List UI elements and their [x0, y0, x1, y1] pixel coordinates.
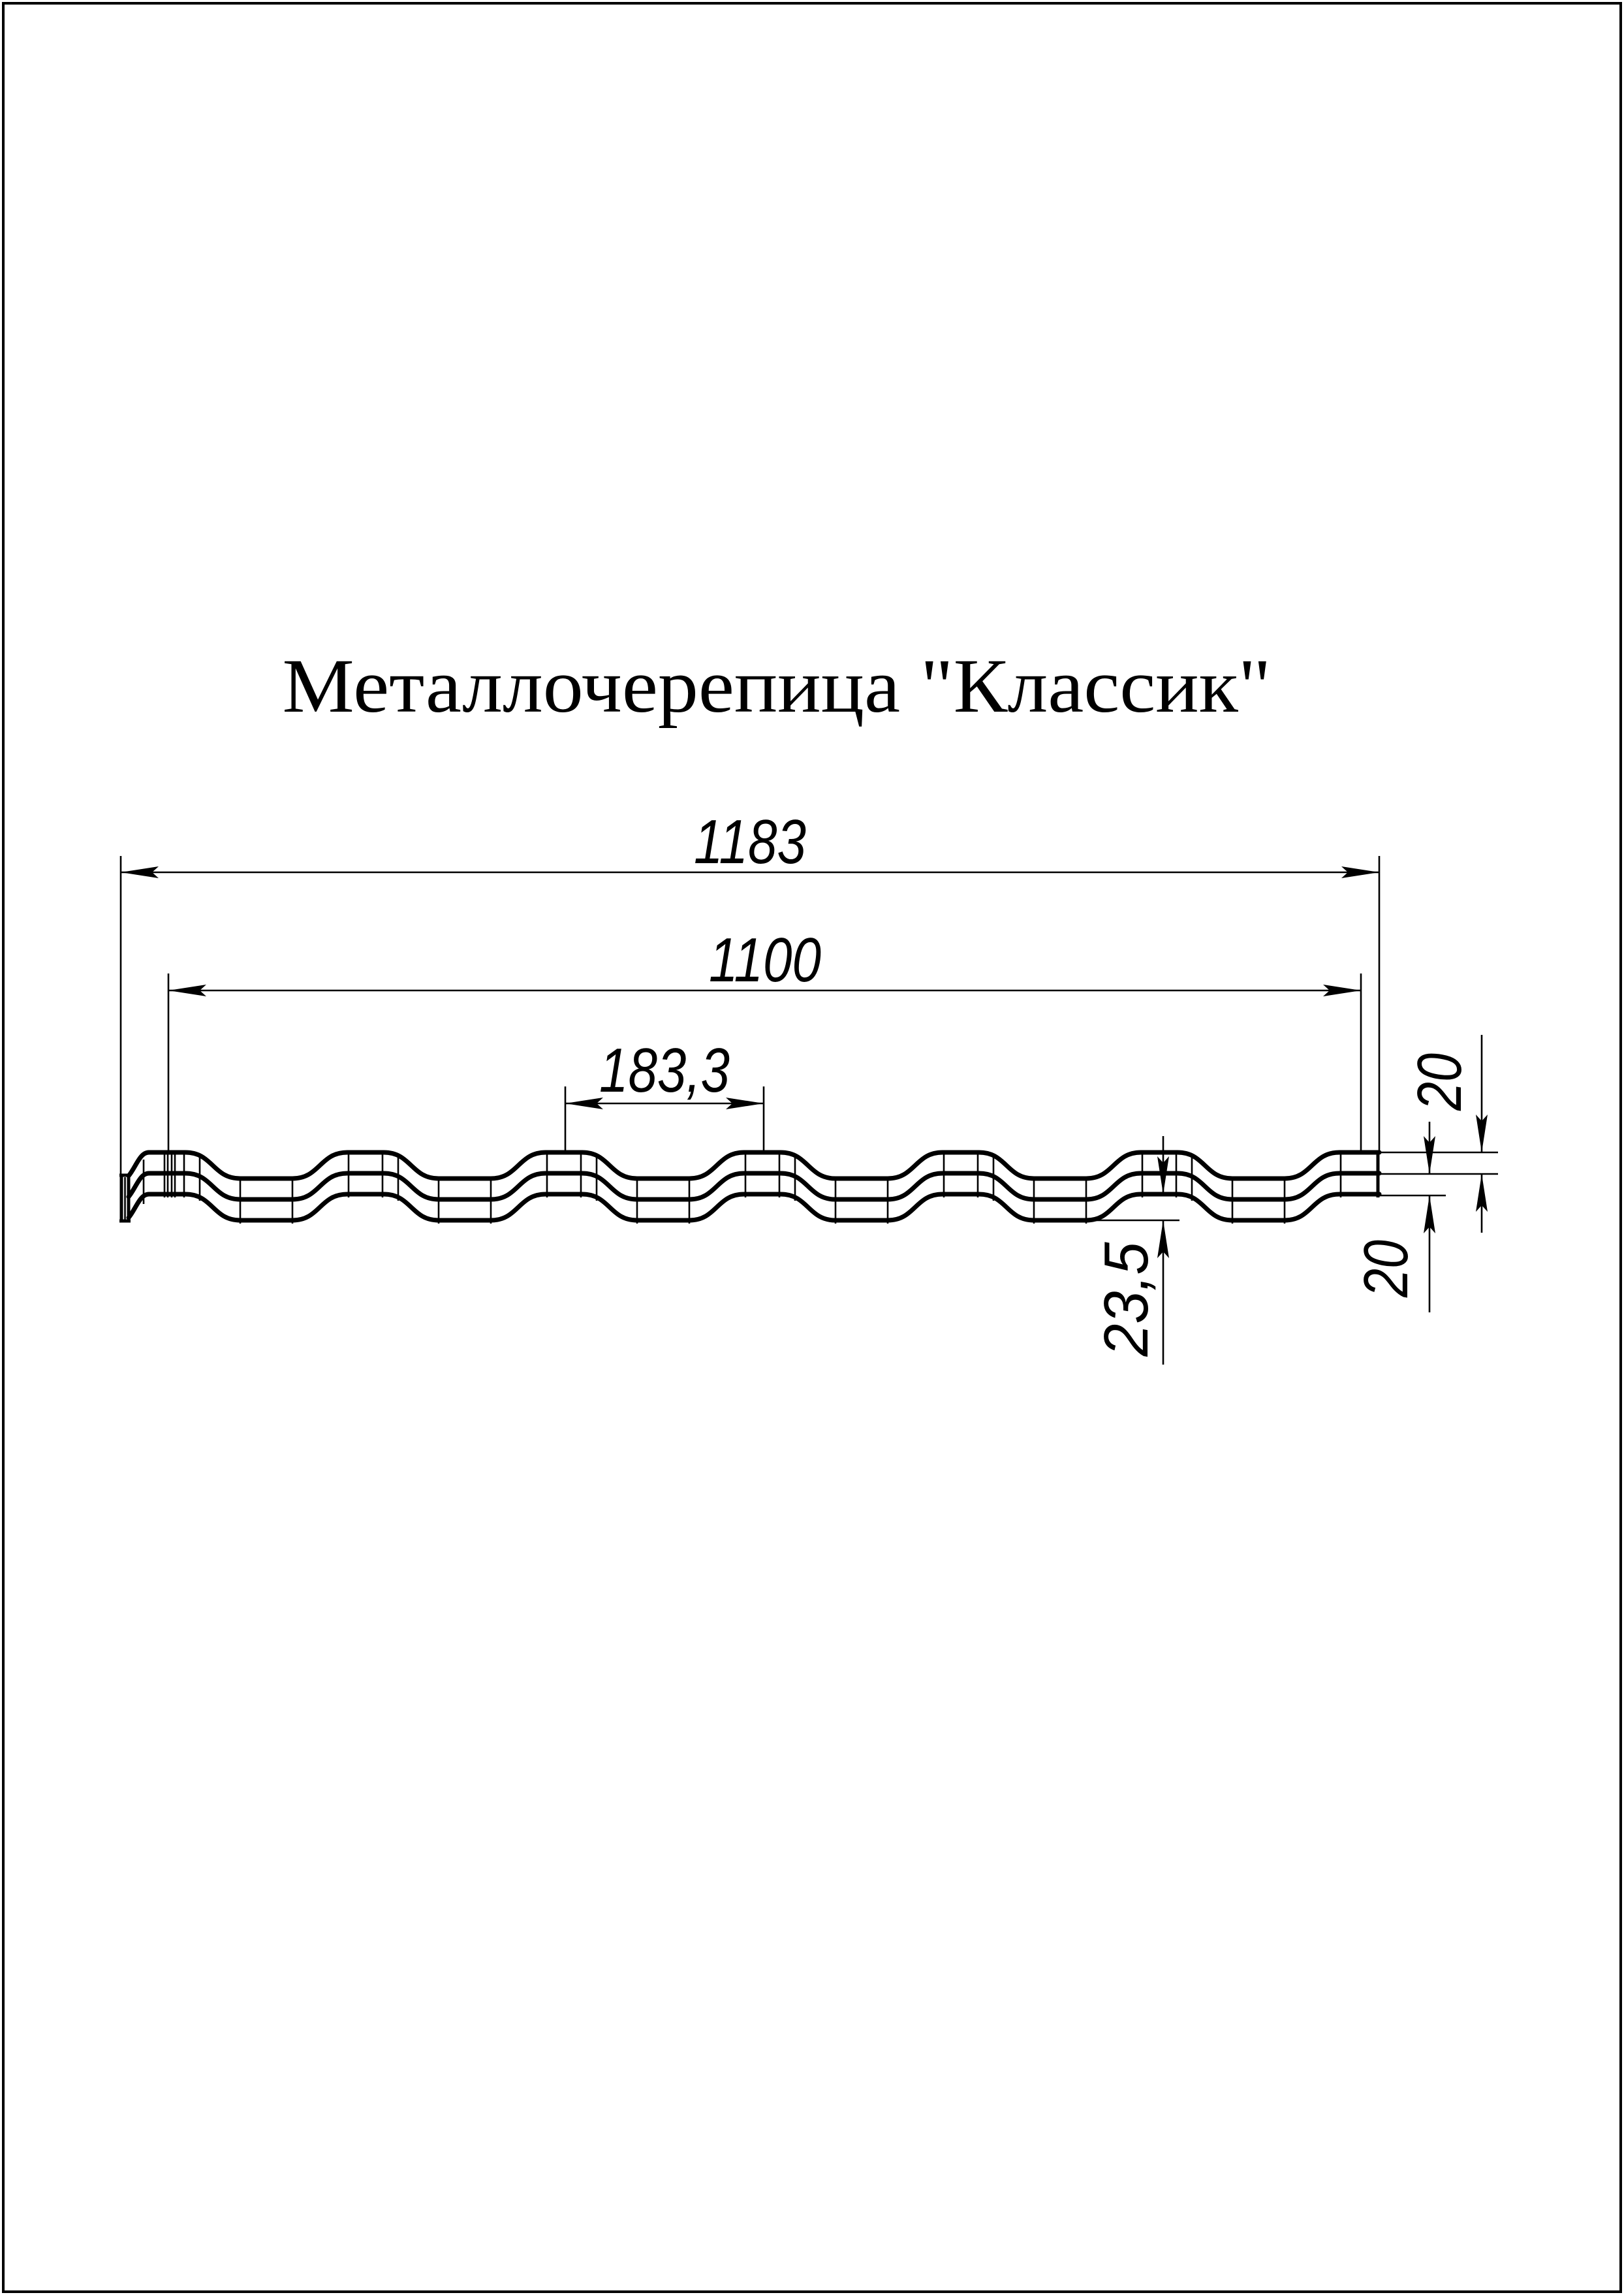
- drawing-title: Металлочерепица "Классик": [282, 643, 1272, 729]
- dim-label-1100: 1100: [709, 925, 821, 995]
- dim-label-23-5: 23,5: [1091, 1234, 1161, 1357]
- tile-profile-section: [119, 1151, 1379, 1224]
- dimension-wave-pitch: [565, 1036, 764, 1152]
- dim-label-183-3: 183,3: [599, 1036, 730, 1105]
- dim-label-1183: 1183: [694, 807, 806, 877]
- profile-left-cut-edge: [119, 1175, 131, 1222]
- dimension-cover-width: [168, 925, 1361, 1152]
- dimension-step-upper: [1379, 1035, 1498, 1233]
- dim-label-20-upper: 20: [1405, 1041, 1475, 1111]
- dim-label-20-lower: 20: [1351, 1227, 1421, 1297]
- dimension-profile-height: [1082, 1136, 1179, 1365]
